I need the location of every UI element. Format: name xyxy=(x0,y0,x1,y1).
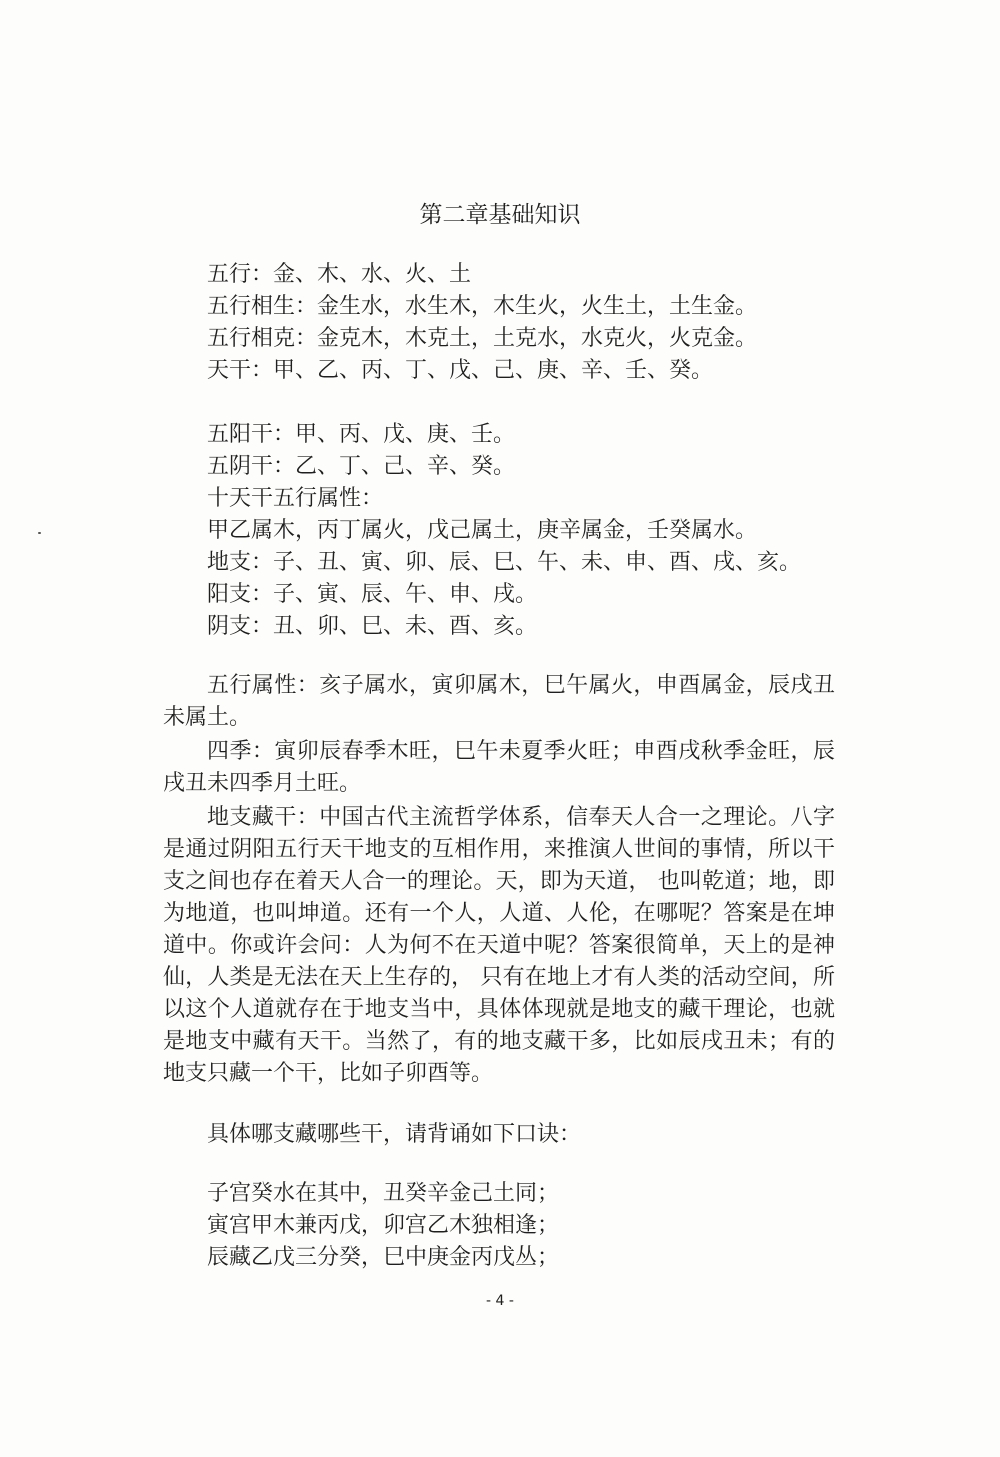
verse-line: 辰藏乙戊三分癸，巳中庚金丙戊丛； xyxy=(207,1245,560,1270)
text-line: 甲乙属木，丙丁属火，戊己属土，庚辛属金，壬癸属水。 xyxy=(207,518,758,543)
text-line: 地支只藏一个干，比如子卯酉等。 xyxy=(163,1061,494,1086)
text-line: 戌丑未四季月土旺。 xyxy=(163,771,362,796)
text-line: 地支：子、丑、寅、卯、辰、巳、午、未、申、酉、戌、亥。 xyxy=(207,550,802,575)
text-line: 五阳干：甲、丙、戊、庚、壬。 xyxy=(207,422,516,447)
wuxing-shuxing-paragraph xyxy=(163,670,843,734)
text-line: 五行相生：金生水，水生木，木生火，火生土，土生金。 xyxy=(207,294,758,319)
text-line: 阴支：丑、卯、巳、未、酉、亥。 xyxy=(207,614,538,639)
text-line: 五行属性：亥子属水，寅卯属木，巳午属火，申酉属金，辰戌丑 xyxy=(207,673,835,698)
koujue-intro xyxy=(163,1119,843,1151)
text-line: 四季：寅卯辰春季木旺，巳午未夏季火旺；申酉戌秋季金旺，辰 xyxy=(207,739,835,764)
text-line: 阳支：子、寅、辰、午、申、戌。 xyxy=(207,582,538,607)
koujue-verses xyxy=(163,1178,843,1274)
dizhi-canggan-paragraph xyxy=(163,802,843,1090)
tiangan-dizhi-block xyxy=(163,419,843,643)
text-line: 十天干五行属性： xyxy=(207,486,384,511)
chapter-title: 第二章基础知识 xyxy=(419,202,581,228)
text-line: 仙，人类是无法在天上生存的， 只有在地上才有人类的活动空间，所 xyxy=(163,965,835,990)
page-number: - 4 - xyxy=(486,1293,514,1309)
text-line: 道中。你或许会问：人为何不在天道中呢？答案很简单，天上的是神 xyxy=(163,933,835,958)
verse-line: 寅宫甲木兼丙戊，卯宫乙木独相逢； xyxy=(207,1213,560,1238)
text-line: 为地道，也叫坤道。还有一个人，人道、人伦，在哪呢？答案是在坤 xyxy=(163,901,835,926)
text-line: 以这个人道就存在于地支当中，具体体现就是地支的藏干理论，也就 xyxy=(163,997,835,1022)
text-line: 支之间也存在着天人合一的理论。天，即为天道， 也叫乾道；地，即 xyxy=(163,869,835,894)
scan-speck xyxy=(38,532,41,534)
text-line: 天干：甲、乙、丙、丁、戊、己、庚、辛、壬、癸。 xyxy=(207,358,714,383)
text-line: 未属土。 xyxy=(163,705,252,730)
text-line: 五阴干：乙、丁、己、辛、癸。 xyxy=(207,454,516,479)
verse-line: 子宫癸水在其中，丑癸辛金己土同； xyxy=(207,1181,560,1206)
text-line: 是通过阴阳五行天干地支的互相作用，来推演人世间的事情，所以干 xyxy=(163,837,835,862)
text-line: 是地支中藏有天干。当然了，有的地支藏干多，比如辰戌丑未；有的 xyxy=(163,1029,835,1054)
text-line: 地支藏干：中国古代主流哲学体系，信奉天人合一之理论。八字 xyxy=(207,805,835,830)
text-line: 具体哪支藏哪些干，请背诵如下口诀： xyxy=(207,1122,582,1147)
text-line: 五行：金、木、水、火、土 xyxy=(207,262,472,287)
text-line: 五行相克：金克木，木克土，土克水，水克火，火克金。 xyxy=(207,326,758,351)
wuxing-basics-block xyxy=(163,259,843,387)
siji-paragraph xyxy=(163,736,843,800)
